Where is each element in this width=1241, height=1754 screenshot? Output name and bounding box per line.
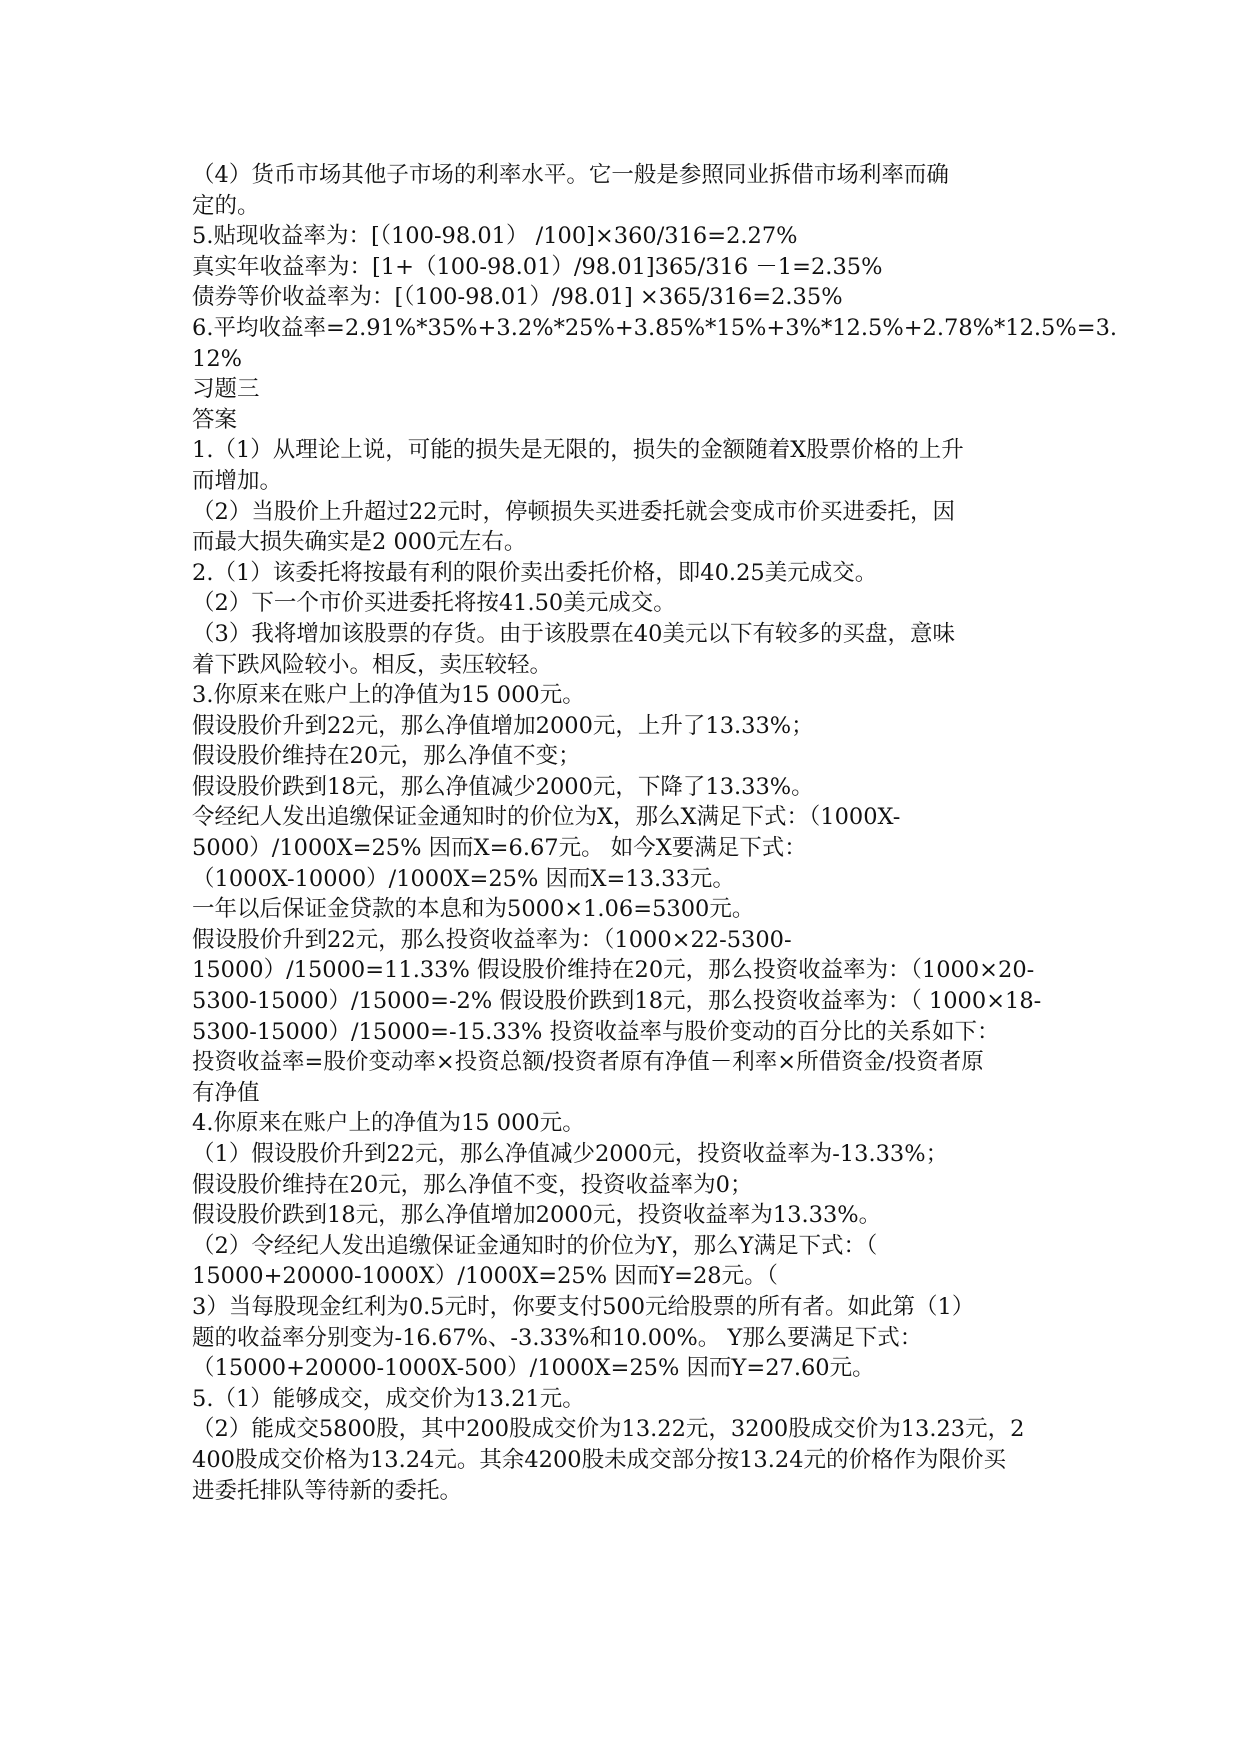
text-line: 5.（1）能够成交，成交价为13.21元。 <box>192 1385 585 1412</box>
text-line: 有净值 <box>192 1079 260 1106</box>
text-line: 4.你原来在账户上的净值为15 000元。 <box>192 1110 585 1137</box>
text-line: （2）令经纪人发出追缴保证金通知时的价位为Y，那么Y满足下式：（ <box>192 1232 878 1259</box>
text-line: 令经纪人发出追缴保证金通知时的价位为X，那么X满足下式：（1000X- <box>192 804 901 831</box>
text-line: 真实年收益率为：[1+（100-98.01）/98.01]365/316 －1=2.35% <box>192 253 883 280</box>
text-line: 假设股价跌到18元，那么净值减少2000元，下降了13.33%。 <box>192 773 814 800</box>
text-line: （2）下一个市价买进委托将按41.50美元成交。 <box>192 590 676 617</box>
text-line: 一年以后保证金贷款的本息和为5000×1.06=5300元。 <box>192 896 755 923</box>
text-line: 假设股价维持在20元，那么净值不变； <box>192 743 581 770</box>
text-line: 2.（1）该委托将按最有利的限价卖出委托价格，即40.25美元成交。 <box>192 559 878 586</box>
text-line: 6.平均收益率=2.91%*35%+3.2%*25%+3.85%*15%+3%*12.5%+2.78%*12.5%=3. <box>192 314 1118 341</box>
text-line: 12% <box>192 345 243 372</box>
text-line: 假设股价升到22元，那么净值增加2000元，上升了13.33%； <box>192 712 814 739</box>
text-line: 债券等价收益率为：[（100-98.01）/98.01] ×365/316=2.35% <box>192 284 843 311</box>
text-line: 而增加。 <box>192 467 283 494</box>
text-line: 假设股价升到22元，那么投资收益率为：（1000×22-5300- <box>192 926 792 953</box>
text-line: 5000）/1000X=25% 因而X=6.67元。 如今X要满足下式： <box>192 835 807 862</box>
section-subheading: 答案 <box>192 406 238 433</box>
text-line: 假设股价维持在20元，那么净值不变，投资收益率为0； <box>192 1171 753 1198</box>
text-line: （15000+20000-1000X-500）/1000X=25% 因而Y=27.60元。 <box>192 1355 875 1382</box>
text-line: （3）我将增加该股票的存货。由于该股票在40美元以下有较多的买盘，意味 <box>192 620 955 647</box>
text-line: 题的收益率分别变为-16.67%、-3.33%和10.00%。 Y那么要满足下式： <box>192 1324 923 1351</box>
text-line: （1）假设股价升到22元，那么净值减少2000元，投资收益率为-13.33%； <box>192 1141 949 1167</box>
text-line: （2）当股价上升超过22元时，停顿损失买进委托就会变成市价买进委托，因 <box>192 498 955 525</box>
text-line: （1000X-10000）/1000X=25% 因而X=13.33元。 <box>192 865 735 892</box>
text-line: 400股成交价格为13.24元。其余4200股未成交部分按13.24元的价格作为限价买 <box>192 1446 1007 1473</box>
text-line: 进委托排队等待新的委托。 <box>192 1477 463 1504</box>
text-line: （4）货币市场其他子市场的利率水平。它一般是参照同业拆借市场利率而确 <box>192 162 949 188</box>
text-line: 3）当每股现金红利为0.5元时，你要支付500元给股票的所有者。如此第（1） <box>192 1293 975 1320</box>
text-line: 5300-15000）/15000=-15.33% 投资收益率与股价变动的百分比的关系如下： <box>192 1018 1000 1045</box>
text-line: 定的。 <box>192 192 260 219</box>
document-page <box>192 160 1118 1506</box>
text-line: 投资收益率=股价变动率×投资总额/投资者原有净值－利率×所借资金/投资者原 <box>192 1049 984 1076</box>
text-line: 5.贴现收益率为：[（100-98.01） /100]×360/316=2.27% <box>192 223 798 250</box>
text-line: 1.（1）从理论上说，可能的损失是无限的，损失的金额随着X股票价格的上升 <box>192 437 964 464</box>
section-heading: 习题三 <box>192 376 260 403</box>
text-line: 假设股价跌到18元，那么净值增加2000元，投资收益率为13.33%。 <box>192 1202 882 1229</box>
text-line: 5300-15000）/15000=-2% 假设股价跌到18元，那么投资收益率为：（ 1000×18- <box>192 988 1042 1015</box>
text-line: （2）能成交5800股，其中200股成交价为13.22元，3200股成交价为13.23元，2 <box>192 1416 1025 1443</box>
text-line: 15000）/15000=11.33% 假设股价维持在20元，那么投资收益率为：（1000×20- <box>192 957 1035 984</box>
text-line: 而最大损失确实是2 000元左右。 <box>192 529 527 556</box>
text-line: 着下跌风险较小。相反，卖压较轻。 <box>192 651 553 678</box>
text-line: 15000+20000-1000X）/1000X=25% 因而Y=28元。（ <box>192 1263 778 1290</box>
text-line: 3.你原来在账户上的净值为15 000元。 <box>192 682 585 709</box>
